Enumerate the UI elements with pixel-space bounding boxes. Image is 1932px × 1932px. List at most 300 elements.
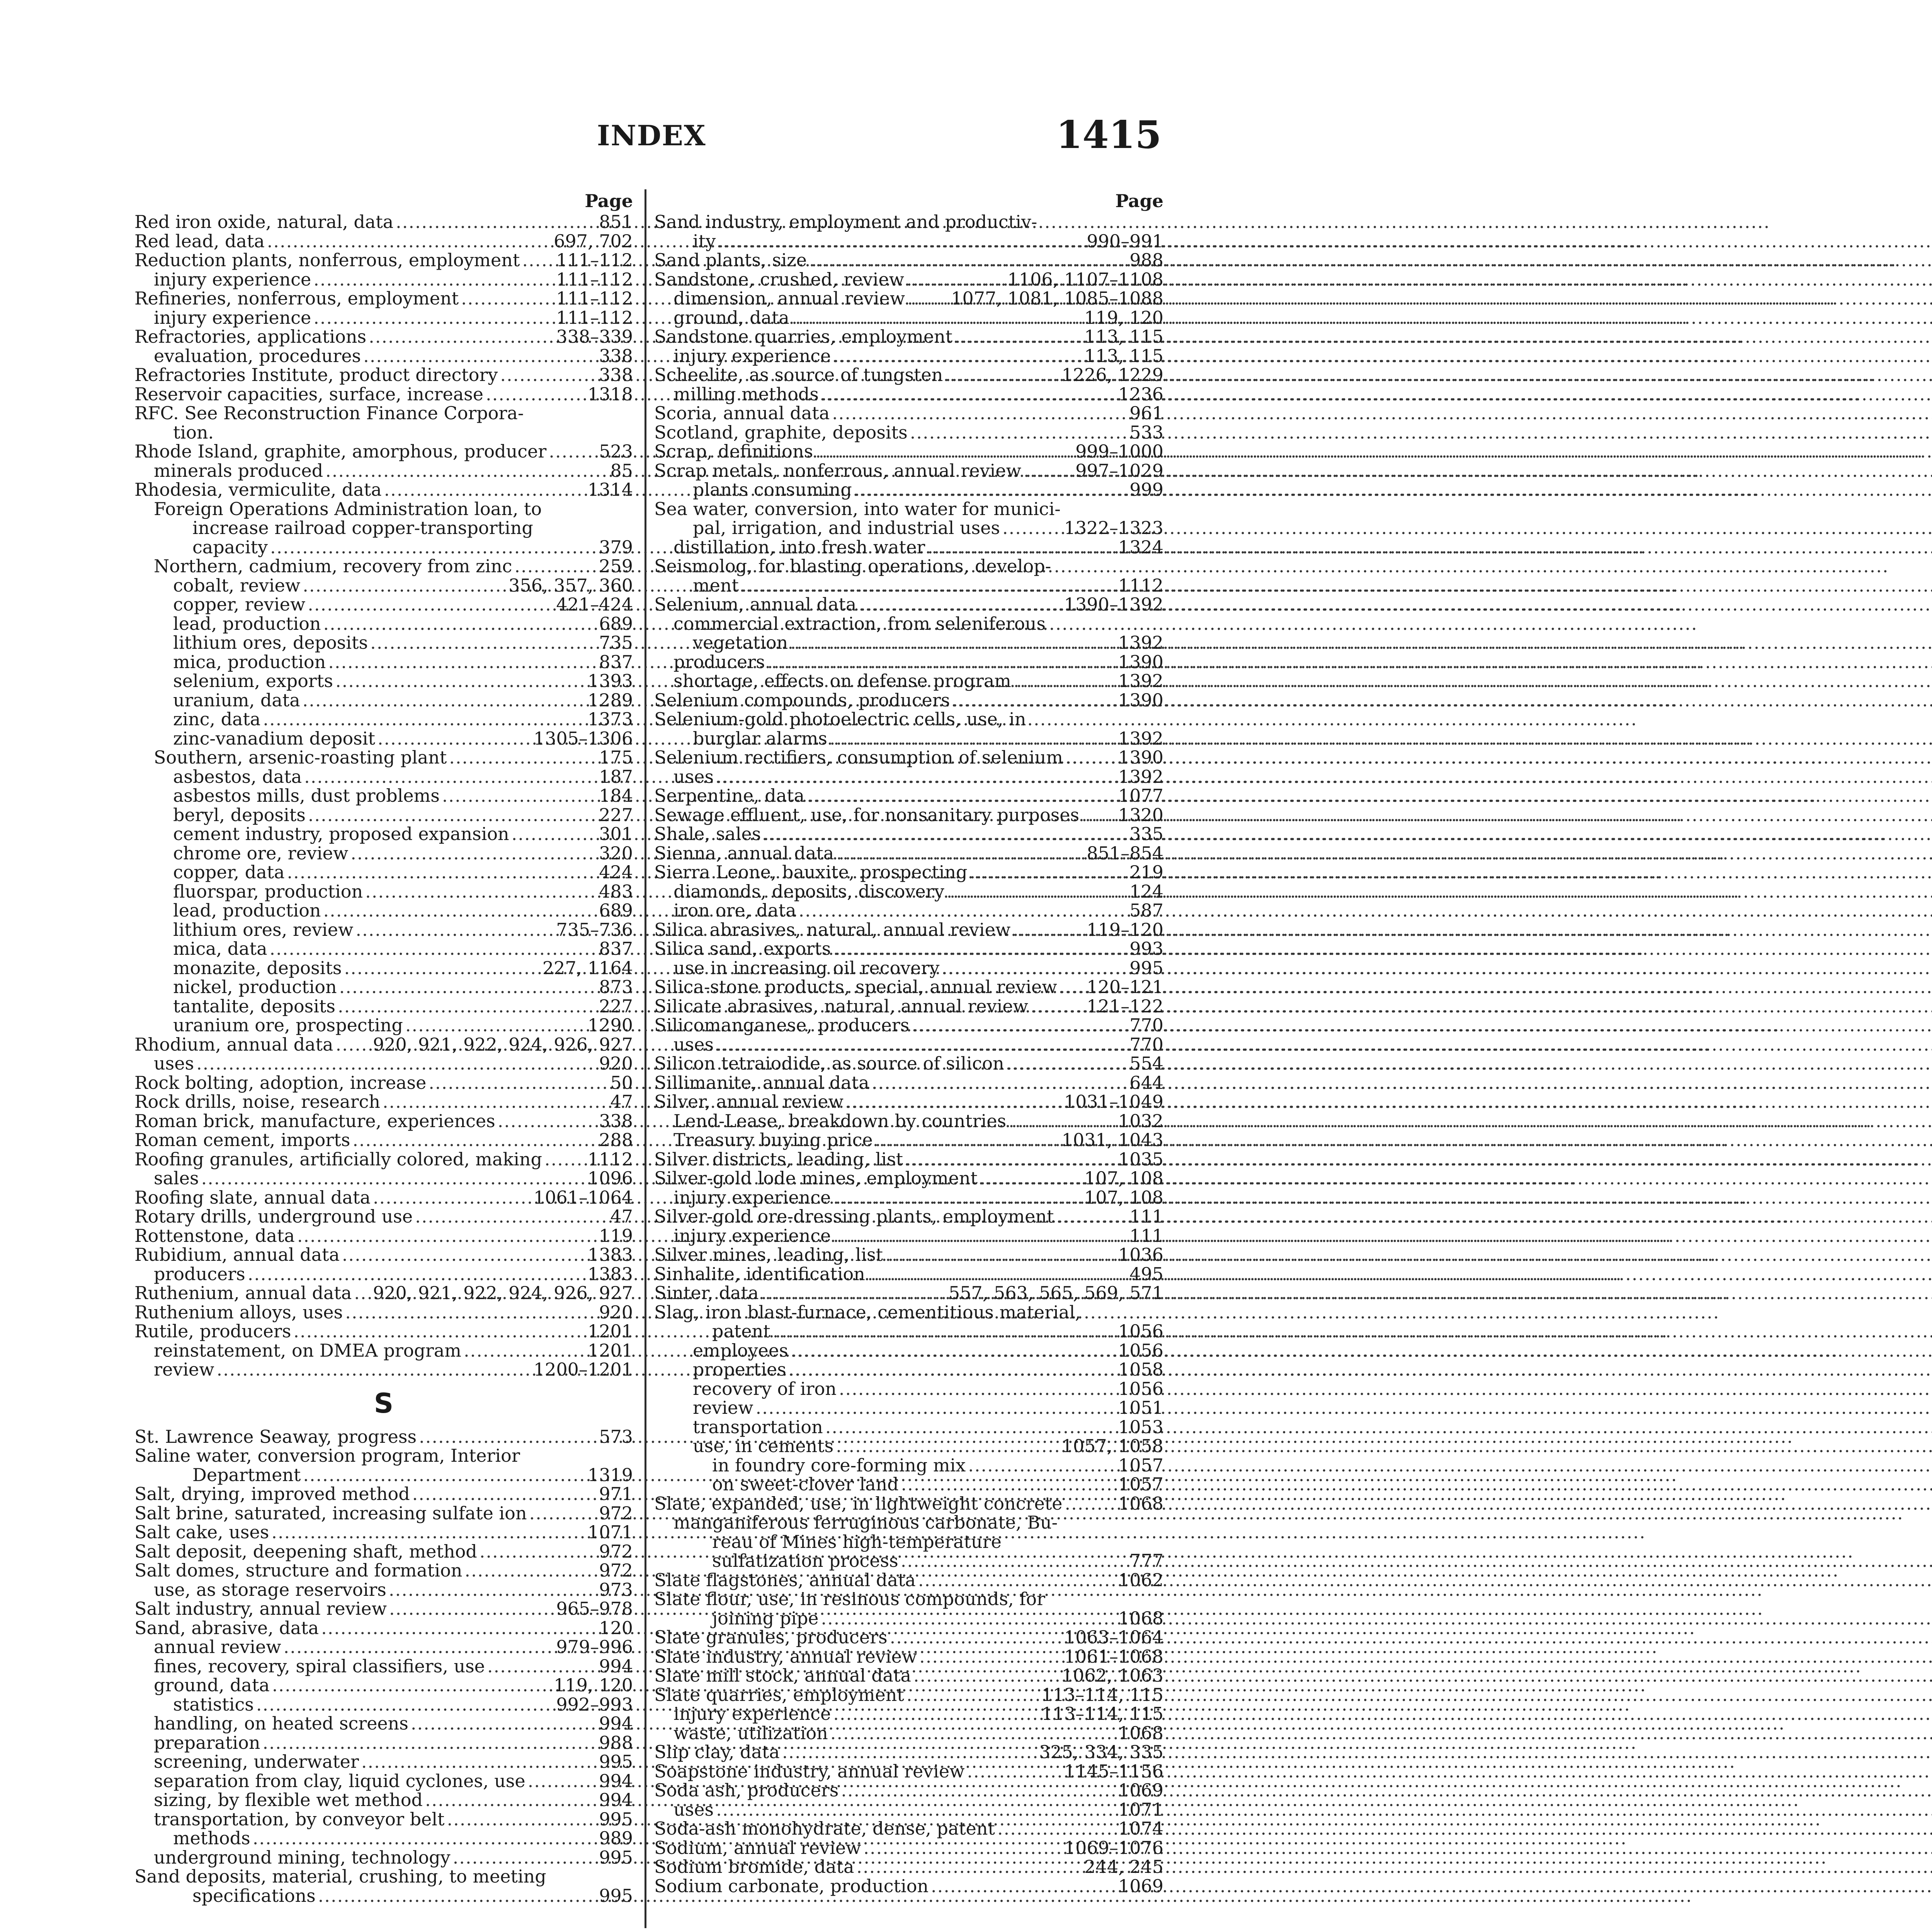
entry-page: 335 (1129, 823, 1163, 844)
leader-dots (867, 1265, 1127, 1284)
entry-page: 1057, 1058 (1061, 1435, 1163, 1456)
entry-text: Roman brick, manufacture, experiences (134, 1110, 495, 1131)
leader-dots (270, 538, 597, 557)
entry-page: 1031–1049 (1064, 1091, 1163, 1112)
leader-dots (830, 729, 1116, 748)
entry-page: 920, 921, 922, 924, 926, 927 (372, 1282, 633, 1303)
leader-dots (415, 1207, 608, 1226)
index-entry (134, 1360, 633, 1379)
entry-text: Sewage effluent, use, for nonsanitary purposes (654, 804, 1080, 825)
leader-dots (913, 1666, 1060, 1685)
index-entry (654, 653, 1163, 672)
leader-dots (344, 959, 540, 978)
index-entry (134, 1112, 633, 1131)
leader-dots (335, 672, 585, 691)
entry-page: 1071 (587, 1522, 633, 1543)
leader-dots (815, 442, 1073, 461)
entry-text: beryl, deposits (173, 804, 306, 825)
entry-text: dimension, annual review (673, 288, 905, 309)
entry-page: 995 (599, 1808, 633, 1830)
leader-dots (354, 1284, 371, 1303)
entry-text: patent (712, 1321, 770, 1342)
leader-dots (308, 595, 554, 614)
entry-page: 1392 (1118, 632, 1163, 653)
leader-dots (217, 1360, 531, 1379)
entry-page: 111 (1129, 1225, 1163, 1246)
entry-page: 689 (599, 613, 633, 634)
leader-dots (514, 557, 597, 576)
index-entry (134, 691, 633, 710)
entry-text: RFC. See Reconstruction Finance Corpora- (134, 403, 524, 423)
entry-text: Slate mill stock, annual data (654, 1665, 911, 1686)
entry-page: 1201 (587, 1340, 633, 1361)
index-entry (654, 901, 1163, 920)
index-entry (134, 576, 633, 595)
index-entry (134, 786, 633, 806)
index-entry (134, 1829, 633, 1848)
leader-dots (201, 1169, 585, 1188)
entry-page: 587 (1129, 900, 1163, 921)
index-entry (654, 1092, 1163, 1112)
entry-text: Saline water, conversion program, Interior (134, 1445, 520, 1466)
index-entry (134, 1284, 633, 1303)
entry-page: 175 (599, 747, 633, 768)
leader-dots (303, 691, 585, 710)
entry-page: 1056 (1118, 1340, 1163, 1361)
entry-text: producers (673, 651, 765, 672)
entry-page: 988 (1129, 250, 1163, 270)
index-entry (654, 1398, 1163, 1418)
index-entry (654, 1379, 1163, 1399)
index-entry (134, 672, 633, 691)
entry-text: Silicomanganese, producers (654, 1015, 910, 1036)
entry-text: Serpentine, data (654, 785, 805, 806)
leader-dots (500, 366, 597, 385)
entry-page: 227 (599, 804, 633, 825)
entry-text: sizing, by flexible wet method (154, 1789, 423, 1810)
entry-text: Sandstone, crushed, review (654, 269, 904, 290)
index-entry (654, 327, 1163, 347)
index-entry (134, 1226, 633, 1246)
leader-dots (383, 1092, 608, 1112)
entry-page: 187 (599, 766, 633, 787)
leader-dots (308, 806, 597, 825)
entry-text: Slate quarries, employment (654, 1684, 904, 1705)
leader-dots (293, 1322, 585, 1341)
entry-page: 1390–1392 (1064, 594, 1163, 615)
index-entry (134, 825, 633, 844)
leader-dots (313, 270, 554, 289)
leader-dots (910, 423, 1127, 442)
entry-text: use in increasing oil recovery (673, 957, 940, 978)
entry-page: 338 (599, 1110, 633, 1131)
entry-text: joining pipe (712, 1607, 819, 1629)
entry-page: 227 (599, 995, 633, 1017)
index-entry (134, 614, 633, 634)
entry-text: Sand industry, employment and productiv- (654, 211, 1037, 232)
left-column (134, 189, 633, 1905)
leader-dots (464, 1561, 597, 1580)
entry-text: Sand deposits, material, crushing, to meeting (134, 1866, 546, 1887)
index-entry (654, 519, 1163, 538)
entry-text: uranium ore, prospecting (173, 1015, 403, 1036)
entry-page: 119–120 (1087, 919, 1163, 940)
leader-dots (370, 633, 597, 653)
entry-text: lithium ores, deposits (173, 632, 368, 653)
leader-dots (487, 1657, 597, 1676)
leader-dots (872, 1073, 1128, 1093)
leader-dots (821, 385, 1116, 404)
entry-page: 379 (599, 536, 633, 558)
entry-page: 995 (599, 1885, 633, 1906)
entry-page: 1031, 1043 (1061, 1129, 1163, 1150)
entry-page: 851 (599, 211, 633, 232)
entry-text: Sodium, annual review (654, 1837, 861, 1858)
entry-text: employees (693, 1340, 788, 1361)
index-entry (654, 786, 1163, 806)
entry-text: Salt cake, uses (134, 1522, 269, 1543)
index-entry (134, 347, 633, 366)
entry-page: 1061–1068 (1064, 1646, 1163, 1667)
entry-page: 837 (599, 651, 633, 672)
entry-page: 554 (1129, 1053, 1163, 1074)
entry-text: Silver-gold ore-dressing plants, employment (654, 1206, 1054, 1227)
entry-text: Sienna, annual data (654, 842, 834, 864)
entry-text: Selenium compounds, producers (654, 689, 950, 711)
leader-dots (809, 251, 1127, 270)
index-entry (654, 1704, 1163, 1724)
leader-dots (716, 1035, 1127, 1054)
index-entry (134, 1695, 633, 1714)
entry-page: 113–114, 115 (1041, 1684, 1163, 1705)
leader-dots (1082, 806, 1116, 825)
leader-dots (303, 576, 506, 595)
entry-page: 1061–1064 (533, 1187, 633, 1208)
index-entry (134, 1054, 633, 1073)
entry-text: cobalt, review (173, 575, 301, 596)
index-entry (654, 270, 1163, 289)
leader-dots (836, 844, 1084, 863)
index-entry (654, 1169, 1163, 1188)
leader-dots (912, 1016, 1127, 1035)
index-entry (134, 289, 633, 308)
leader-dots (272, 1676, 551, 1695)
leader-dots (267, 232, 551, 251)
entry-text: ground, data (154, 1675, 270, 1696)
leader-dots (942, 959, 1127, 978)
index-entry (134, 1580, 633, 1600)
entry-text: Scotland, graphite, deposits (654, 422, 908, 443)
entry-page: 735 (599, 632, 633, 653)
index-entry (654, 232, 1163, 251)
index-entry (134, 366, 633, 385)
entry-text: Slate industry, annual review (654, 1646, 917, 1667)
entry-page: 111–112 (556, 250, 633, 270)
entry-text: transportation, by conveyor belt (154, 1808, 445, 1830)
entry-text: asbestos, data (173, 766, 302, 787)
entry-text: preparation (154, 1732, 260, 1753)
entry-text: Rhodium, annual data (134, 1034, 333, 1055)
entry-text: Salt domes, structure and formation (134, 1560, 463, 1581)
index-entry (134, 1810, 633, 1829)
entry-page: 837 (599, 938, 633, 959)
entry-page: 338 (599, 364, 633, 385)
index-entry (134, 1322, 633, 1341)
index-entry-list (654, 213, 1163, 1896)
index-entry (654, 672, 1163, 691)
leader-dots (945, 366, 1059, 385)
leader-dots (396, 213, 597, 232)
index-entry (654, 1743, 1163, 1762)
entry-page: 1318 (587, 383, 633, 405)
entry-text: minerals produced (154, 460, 323, 481)
entry-page: 965–978 (556, 1598, 633, 1619)
entry-text: sulfatization process (712, 1550, 898, 1571)
entry-text: evaluation, procedures (154, 345, 361, 366)
entry-text: cement industry, proposed expansion (173, 823, 509, 844)
index-entry (654, 442, 1163, 461)
entry-text: specifications (192, 1885, 316, 1906)
leader-dots (854, 480, 1128, 500)
leader-dots (885, 1245, 1116, 1265)
leader-dots (1065, 748, 1116, 767)
index-entry (654, 1685, 1163, 1705)
leader-dots (271, 1523, 585, 1542)
index-entry (134, 595, 633, 614)
index-entry (654, 1724, 1163, 1743)
index-entry (654, 691, 1163, 710)
entry-page: 1077 (1118, 785, 1163, 806)
index-entry (134, 1791, 633, 1810)
entry-page: 993 (1129, 938, 1163, 959)
entry-page: 1290 (587, 1015, 633, 1036)
page-column-label: Page (1115, 190, 1163, 211)
entry-text: Sinhalite, identification (654, 1263, 865, 1284)
leader-dots (792, 308, 1082, 328)
index-entry (654, 1054, 1163, 1073)
leader-dots (248, 1265, 585, 1284)
entry-page: 1236 (1118, 383, 1163, 405)
entry-text: Silver mines, leading, list (654, 1244, 883, 1265)
entry-page: 1036 (1118, 1244, 1163, 1265)
entry-page: 495 (1129, 1263, 1163, 1284)
entry-page: 994 (599, 1713, 633, 1734)
entry-text: Southern, arsenic-roasting plant (154, 747, 447, 768)
page-number: 1415 (1056, 113, 1162, 157)
index-entry (654, 767, 1163, 787)
entry-page: 1056 (1118, 1378, 1163, 1399)
index-entry (654, 863, 1163, 882)
entry-page: 644 (1129, 1072, 1163, 1093)
index-entry (654, 1838, 1163, 1858)
index-entry (654, 1590, 1163, 1609)
index-entry (134, 1169, 633, 1188)
index-entry (654, 1284, 1163, 1303)
entry-text: annual review (154, 1636, 281, 1657)
leader-dots (1002, 519, 1062, 538)
entry-text: Sodium bromide, data (654, 1856, 854, 1877)
index-entry (654, 729, 1163, 748)
entry-page: 920, 921, 922, 924, 926, 927 (372, 1034, 633, 1055)
leader-dots (846, 1092, 1062, 1112)
entry-text: recovery of iron (693, 1378, 837, 1399)
entry-page: 219 (1129, 862, 1163, 883)
entry-text: transportation (693, 1416, 823, 1437)
index-entry (134, 1848, 633, 1867)
leader-dots (1007, 1054, 1127, 1073)
entry-text: tantalite, deposits (173, 995, 336, 1017)
entry-page: 972 (599, 1502, 633, 1524)
entry-text: methods (173, 1828, 250, 1849)
index-entry (134, 1752, 633, 1772)
entry-text: in foundry core-forming mix (712, 1454, 966, 1476)
leader-dots (378, 729, 531, 748)
leader-dots (480, 1542, 597, 1561)
entry-page: 1392 (1118, 766, 1163, 787)
entry-page: 1063–1064 (1064, 1627, 1163, 1648)
entry-page: 1069 (1118, 1875, 1163, 1896)
entry-page: 1058 (1118, 1359, 1163, 1380)
entry-page: 1390 (1118, 651, 1163, 672)
leader-dots (369, 327, 554, 347)
entry-page: 992–993 (556, 1694, 633, 1715)
leader-dots (498, 1112, 597, 1131)
entry-text: handling, on heated screens (154, 1713, 408, 1734)
leader-dots (284, 1638, 554, 1657)
leader-dots (338, 997, 597, 1016)
leader-dots (365, 882, 597, 901)
entry-page: 288 (599, 1129, 633, 1150)
index-entry (134, 633, 633, 653)
leader-dots (830, 1724, 1116, 1743)
entry-page: 1053 (1118, 1416, 1163, 1437)
entry-page: 424 (599, 862, 633, 883)
leader-dots (875, 1131, 1060, 1150)
entry-text: sales (154, 1168, 199, 1189)
index-entry (654, 1150, 1163, 1169)
index-entry (134, 1188, 633, 1208)
entry-text: Red iron oxide, natural, data (134, 211, 394, 232)
leader-dots (907, 289, 949, 308)
entry-text: Red lead, data (134, 230, 265, 252)
leader-dots (890, 1628, 1062, 1647)
entry-page: 972 (599, 1560, 633, 1581)
leader-dots (782, 1743, 1037, 1762)
leader-dots (328, 653, 597, 672)
entry-text: Slate, expanded, use, in lightweight concrete (654, 1493, 1063, 1514)
entry-text: statistics (173, 1694, 254, 1715)
entry-page: 1112 (587, 1148, 633, 1170)
entry-text: asbestos mills, dust problems (173, 785, 440, 806)
leader-dots (325, 461, 608, 481)
entry-page: 107, 108 (1084, 1168, 1163, 1189)
index-entry (654, 1571, 1163, 1590)
index-entry (134, 1485, 633, 1504)
index-entry (134, 1714, 633, 1733)
entry-text: review (693, 1397, 753, 1418)
entry-text: Silicon tetraiodide, as source of silicon (654, 1053, 1004, 1074)
entry-page: 1383 (587, 1263, 633, 1284)
entry-page: 121–122 (1087, 995, 1163, 1017)
entry-text: Soda-ash monohydrate, dense, patent (654, 1818, 995, 1839)
leader-dots (1013, 920, 1084, 940)
entry-page: 1145–1156 (1064, 1760, 1163, 1782)
index-entry (654, 978, 1163, 997)
entry-page: 770 (1129, 1015, 1163, 1036)
entry-text: capacity (192, 536, 268, 558)
entry-text: Foreign Operations Administration loan, to (154, 498, 542, 519)
index-entry (654, 538, 1163, 557)
index-entry (134, 1657, 633, 1676)
entry-text: monazite, deposits (173, 957, 342, 978)
index-entry (134, 1867, 633, 1886)
index-entry (134, 844, 633, 863)
leader-dots (529, 1504, 597, 1523)
entry-page: 995 (599, 1847, 633, 1868)
index-entry (134, 461, 633, 481)
index-entry (134, 404, 633, 423)
index-entry (654, 1437, 1163, 1456)
leader-dots (412, 1485, 597, 1504)
index-entry (134, 882, 633, 901)
leader-dots (927, 538, 1116, 557)
entry-text: Scrap, definitions (654, 441, 813, 462)
entry-text: Roofing granules, artificially colored, making (134, 1148, 542, 1170)
leader-dots (461, 289, 554, 308)
index-entry (654, 251, 1163, 270)
entry-page: 971 (599, 1483, 633, 1504)
entry-page: 1068 (1118, 1607, 1163, 1629)
leader-dots (321, 1619, 597, 1638)
leader-dots (1009, 1112, 1116, 1131)
leader-dots (901, 1475, 1116, 1494)
entry-page: 120 (599, 1617, 633, 1638)
entry-text: Sand plants, size (654, 250, 807, 270)
index-entry (654, 1303, 1163, 1322)
entry-page: 994 (599, 1770, 633, 1791)
entry-text: injury experience (673, 1187, 831, 1208)
index-entry (654, 557, 1163, 576)
entry-text: Refractories, applications (134, 326, 367, 347)
entry-page: 1069–1076 (1064, 1837, 1163, 1858)
entry-page: 995 (599, 1751, 633, 1772)
index-entry (134, 557, 633, 576)
index-entry (654, 1551, 1163, 1571)
entry-page: 1320 (1118, 804, 1163, 825)
index-entry (134, 1150, 633, 1169)
index-entry (134, 1446, 633, 1466)
entry-page: 1069 (1118, 1780, 1163, 1801)
index-entry (654, 614, 1163, 634)
entry-page: 961 (1129, 403, 1163, 423)
entry-text: Sea water, conversion, into water for munici- (654, 498, 1061, 519)
leader-dots (361, 1752, 597, 1772)
leader-dots (405, 1016, 585, 1035)
index-entry (654, 1609, 1163, 1628)
entry-text: Scheelite, as source of tungsten (654, 364, 943, 385)
leader-dots (464, 1341, 585, 1361)
running-header: INDEX (597, 119, 706, 152)
index-entry (654, 1628, 1163, 1647)
entry-page: 1051 (1118, 1397, 1163, 1418)
entry-page: 356, 357, 360 (509, 575, 633, 596)
leader-dots (303, 1466, 585, 1485)
entry-text: Slate flagstones, annual data (654, 1569, 916, 1590)
entry-text: Rhode Island, graphite, amorphous, producer (134, 441, 547, 462)
index-entry (654, 480, 1163, 500)
entry-page: 107, 108 (1084, 1187, 1163, 1208)
entry-page: 47 (610, 1091, 633, 1112)
